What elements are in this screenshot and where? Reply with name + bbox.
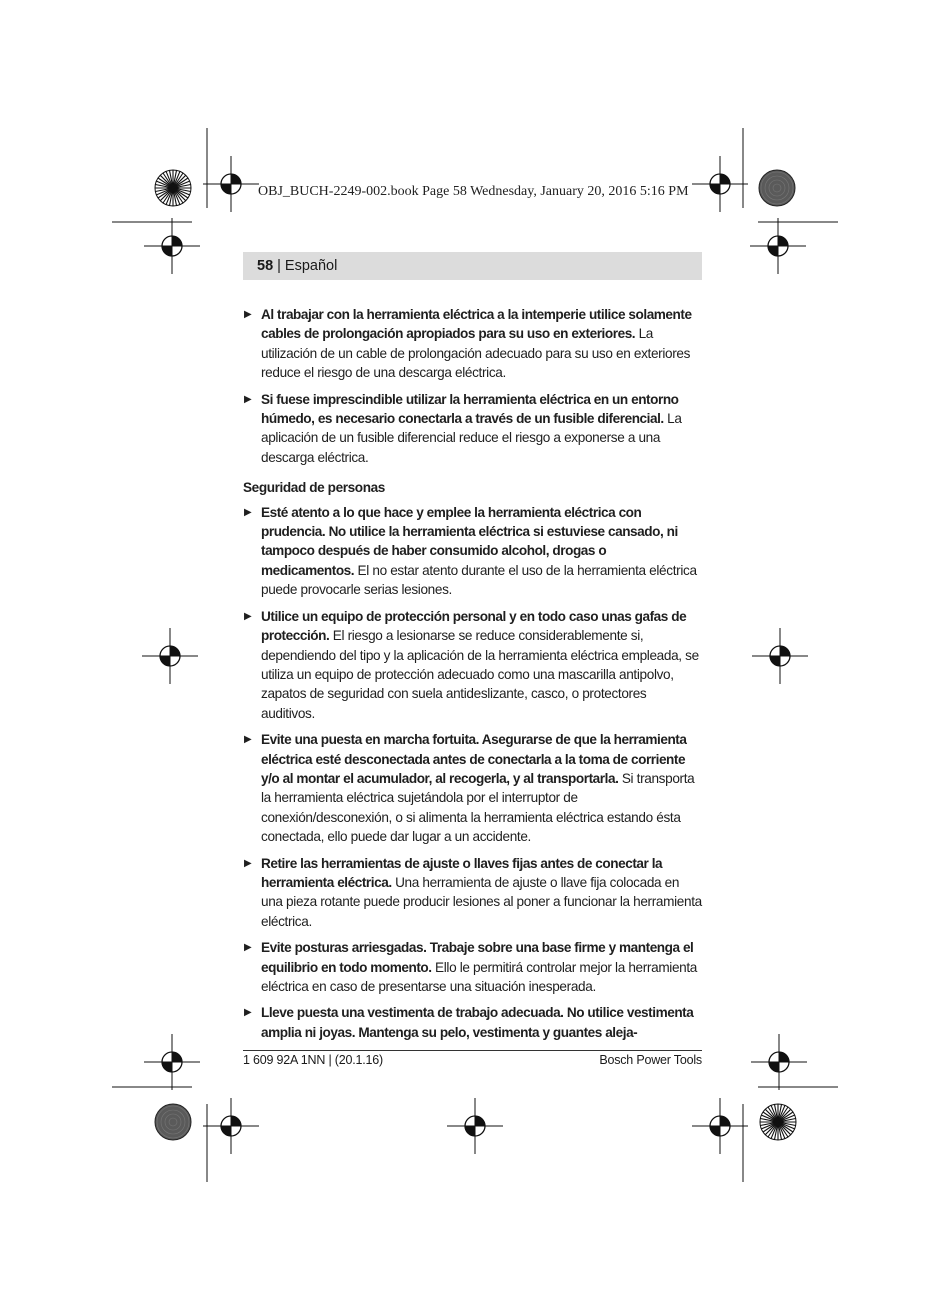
safety-item-text: Una herramienta de ajuste o llave fija colocada en una pieza rotante puede producir lesiones al poner a funcionar la herramienta eléctrica. (261, 874, 702, 929)
safety-item-bold: Evite posturas arriesgadas. Trabaje sobre una base firme y mantenga el equilibrio en todo momento. (261, 940, 694, 975)
safety-item-text: La utilización de un cable de prolongación adecuado para su uso en exteriores reduce el riesgo de una descarga eléctrica. (261, 326, 691, 381)
footer-rule (243, 1050, 702, 1051)
footer-document-code: 1 609 92A 1NN | (20.1.16) (243, 1053, 384, 1067)
page-body (243, 305, 702, 1049)
safety-item-text: La aplicación de un fusible diferencial reduce el riesgo a exponerse a una descarga eléctrica. (261, 411, 682, 465)
crosshair-mark-bottom-center (447, 1098, 503, 1154)
safety-item (243, 1003, 702, 1042)
safety-item (243, 305, 702, 383)
page-header-bar (243, 252, 702, 280)
safety-item (243, 854, 702, 932)
crosshair-mark-left-upper (144, 218, 200, 274)
safety-item (243, 730, 702, 846)
safety-item-text: El riesgo a lesionarse se reduce considerablemente si, dependiendo del tipo y la aplicación de la herramienta eléctrica empleada, se utiliza un equipo de protección adecuado como una mascarilla antipolvo, zapatos de seguridad con suela antideslizante, casco, o protectores auditivos. (261, 628, 699, 721)
safety-item-text: Si transporta la herramienta eléctrica sujetándola por el interruptor de conexión/desconexión, o si alimenta la herramienta eléctrica estando ésta conectada, ello puede dar lugar a un accidente. (261, 770, 695, 845)
bullet-arrow-icon: ▶ (244, 1007, 252, 1019)
safety-item-bold: Lleve puesta una vestimenta de trabajo adecuada. No utilice vestimenta amplia ni joyas. Mantenga su pelo, vestimenta y guantes aleja- (261, 1005, 694, 1040)
crosshair-mark-left-middle (142, 628, 198, 684)
safety-item-text: Ello le permitirá controlar mejor la herramienta eléctrica en caso de presentarse una situación inesperada. (261, 959, 698, 994)
crosshair-mark-top-left (203, 156, 259, 212)
crosshair-mark-right-lower (751, 1034, 807, 1090)
safety-item-text: El no estar atento durante el uso de la herramienta eléctrica puede provocarle serias lesiones. (261, 562, 697, 598)
sunburst-mark-top-left (155, 170, 191, 206)
print-slug-line: OBJ_BUCH-2249-002.book Page 58 Wednesday, January 20, 2016 5:16 PM (258, 184, 689, 199)
header-language: Español (284, 258, 338, 274)
bullet-arrow-icon: ▶ (244, 393, 252, 405)
crosshair-mark-bottom-right (692, 1098, 748, 1154)
safety-item (243, 390, 702, 468)
header-separator: | (277, 258, 281, 274)
crosshair-mark-right-middle (752, 628, 808, 684)
gray-disc-mark-top-right (759, 170, 795, 206)
safety-item (243, 503, 702, 600)
safety-item-bold: Al trabajar con la herramienta eléctrica a la intemperie utilice solamente cables de prolongación apropiados para su uso en exteriores. (261, 307, 692, 342)
safety-item-bold: Evite una puesta en marcha fortuita. Asegurarse de que la herramienta eléctrica esté desconectada antes de conectarla a la toma de corriente y/o al montar el acumulador, al recogerla, y al transportarla. (261, 732, 687, 786)
crosshair-mark-bottom-left (203, 1098, 259, 1154)
safety-item-bold: Utilice un equipo de protección personal y en todo caso unas gafas de protección. (261, 608, 687, 644)
bullet-arrow-icon: ▶ (244, 309, 252, 320)
safety-item-bold: Esté atento a lo que hace y emplee la herramienta eléctrica con prudencia. No utilice la herramienta eléctrica si estuviese cansado, ni tampoco después de haber consumido alcohol, drogas o medicamentos. (261, 504, 678, 578)
section-heading: Seguridad de personas (243, 480, 385, 496)
bullet-arrow-icon: ▶ (244, 734, 252, 746)
bullet-arrow-icon: ▶ (244, 610, 252, 622)
footer-brand: Bosch Power Tools (599, 1053, 702, 1067)
bullet-arrow-icon: ▶ (244, 506, 252, 518)
safety-item (243, 938, 702, 996)
safety-item (243, 607, 702, 723)
safety-item-bold: Retire las herramientas de ajuste o llaves fijas antes de conectar la herramienta eléctrica. (261, 855, 663, 890)
safety-item-bold: Si fuese imprescindible utilizar la herramienta eléctrica en un entorno húmedo, es necesario conectarla a través de un fusible diferencial. (261, 391, 679, 427)
gray-disc-mark-bottom-left (155, 1104, 191, 1140)
sunburst-mark-bottom-right (760, 1104, 796, 1140)
crosshair-mark-right-upper (750, 218, 806, 274)
bullet-arrow-icon: ▶ (244, 857, 252, 869)
page-number: 58 (257, 258, 274, 274)
bullet-arrow-icon: ▶ (244, 942, 252, 954)
crosshair-mark-left-lower (144, 1034, 200, 1090)
